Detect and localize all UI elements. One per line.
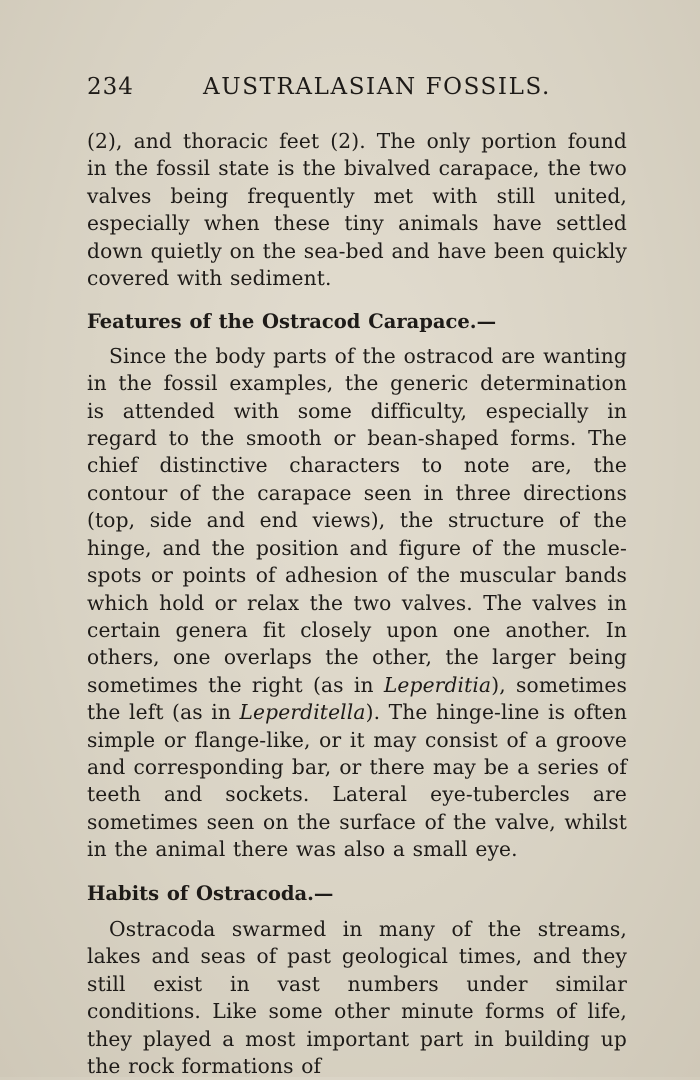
features-text-3: ). The hinge-line is often simple or flange-like, or it may consist of a groove and corresponding bar, or there may be a series of teeth and sockets. Lateral eye-tubercles are sometimes seen on the surface of the valve, whilst in the animal there was also a small eye. (87, 700, 627, 862)
features-paragraph (87, 343, 627, 864)
features-text-1: Since the body parts of the ostracod are wanting in the fossil examples, the generic determination is attended with some difficulty, especially in regard to the smooth or bean-shaped forms. The chief distinctive characters to note are, the contour of the carapace seen in three directions (top, side and end views), the structure of the hinge, and the position and figure of the muscle-spots or points of adhesion of the muscular bands which hold or relax the two valves. The valves in certain genera fit closely upon one another. In others, one overlaps the other, the larger being sometimes the right (as in (87, 343, 627, 697)
running-head (87, 74, 627, 110)
continued-paragraph: (2), and thoracic feet (2). The only portion found in the fossil state is the bivalved carapace, the two valves being frequently met with still united, especially when these tiny animals have settled down quietly on the sea-bed and have been quickly covered with sediment. (87, 129, 627, 291)
genus-leperditella: Leperditella (239, 700, 366, 725)
section-heading-features: Features of the Ostracod Carapace.— (87, 310, 497, 334)
genus-leperditia: Leperditia (383, 672, 492, 697)
page-number: 234 (87, 74, 134, 100)
running-title: AUSTRALASIAN FOSSILS. (203, 74, 551, 100)
body-text (87, 128, 627, 1080)
book-page (87, 74, 627, 1080)
section-heading-habits: Habits of Ostracoda.— (87, 881, 334, 905)
features-text-2: ), sometimes the left (as in (87, 672, 627, 725)
habits-paragraph: Ostracoda swarmed in many of the streams, lakes and seas of past geological times, and they still exist in vast numbers under similar conditions. Like some other minute forms of life, they played a most important part in building up the rock formations of (87, 916, 627, 1078)
